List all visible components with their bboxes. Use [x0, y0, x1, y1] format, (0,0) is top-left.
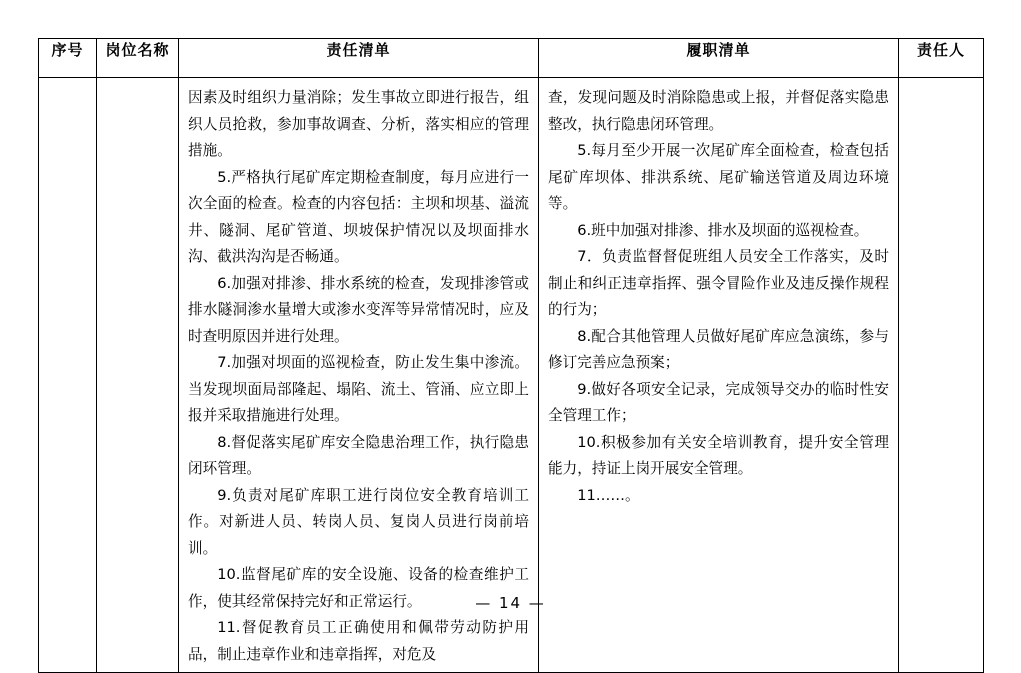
cell-performance-list — [539, 78, 899, 673]
performance-paragraph: 5.每月至少开展一次尾矿库全面检查，检查包括尾矿库坝体、排洪系统、尾矿输送管道及周边环境等。 — [548, 142, 889, 212]
performance-paragraph: 查，发现问题及时消除隐患或上报，并督促落实隐患整改，执行隐患闭环管理。 — [548, 89, 889, 133]
cell-duty-list — [179, 78, 539, 673]
page-number: — 14 — — [475, 594, 546, 612]
column-header-performance-list: 履职清单 — [539, 39, 899, 78]
column-header-responsible-person: 责任人 — [899, 39, 984, 78]
duty-paragraph: 10.监督尾矿库的安全设施、设备的检查维护工作，使其经常保持完好和正常运行。 — [188, 566, 529, 610]
duty-paragraph: 7.加强对坝面的巡视检查，防止发生集中渗流。当发现坝面局部隆起、塌陷、流土、管涌、应立即上报并采取措施进行处理。 — [188, 354, 529, 424]
cell-responsible-person — [899, 78, 984, 673]
duty-paragraph: 9.负责对尾矿库职工进行岗位安全教育培训工作。对新进人员、转岗人员、复岗人员进行岗前培训。 — [188, 486, 529, 557]
duty-paragraph: 11.督促教育员工正确使用和佩带劳动防护用品，制止违章作业和违章指挥，对危及 — [188, 619, 529, 663]
table-header-row — [39, 39, 984, 78]
performance-paragraph: 8.配合其他管理人员做好尾矿库应急演练，参与修订完善应急预案； — [548, 327, 889, 371]
duty-paragraph: 5.严格执行尾矿库定期检查制度，每月应进行一次全面的检查。检查的内容包括：主坝和坝基、溢流井、隧洞、尾矿管道、坝坡保护情况以及坝面排水沟、截洪沟沟是否畅通。 — [188, 168, 529, 265]
responsibility-table — [38, 38, 984, 673]
cell-seq — [39, 78, 97, 673]
column-header-duty-list: 责任清单 — [179, 39, 539, 78]
column-header-seq: 序号 — [39, 39, 97, 78]
cell-post-name — [97, 78, 179, 673]
column-header-post-name: 岗位名称 — [97, 39, 179, 78]
duty-paragraph: 8.督促落实尾矿库安全隐患治理工作，执行隐患闭环管理。 — [188, 433, 529, 477]
duty-paragraph: 6.加强对排渗、排水系统的检查，发现排渗管或排水隧洞渗水量增大或渗水变浑等异常情况时，应及时查明原因并进行处理。 — [188, 274, 529, 345]
table-row — [39, 78, 984, 673]
performance-paragraph: 11……。 — [577, 486, 640, 504]
performance-paragraph: 9.做好各项安全记录，完成领导交办的临时性安全管理工作； — [548, 380, 889, 424]
performance-paragraph: 10.积极参加有关安全培训教育，提升安全管理能力，持证上岗开展安全管理。 — [548, 433, 889, 477]
performance-paragraph: 6.班中加强对排渗、排水及坝面的巡视检查。 — [577, 221, 869, 239]
duty-paragraph: 因素及时组织力量消除；发生事故立即进行报告，组织人员抢救，参加事故调查、分析，落实相应的管理措施。 — [188, 89, 529, 159]
performance-paragraph: 7．负责监督督促班组人员安全工作落实，及时制止和纠正违章指挥、强令冒险作业及违反操作规程的行为； — [548, 248, 889, 318]
